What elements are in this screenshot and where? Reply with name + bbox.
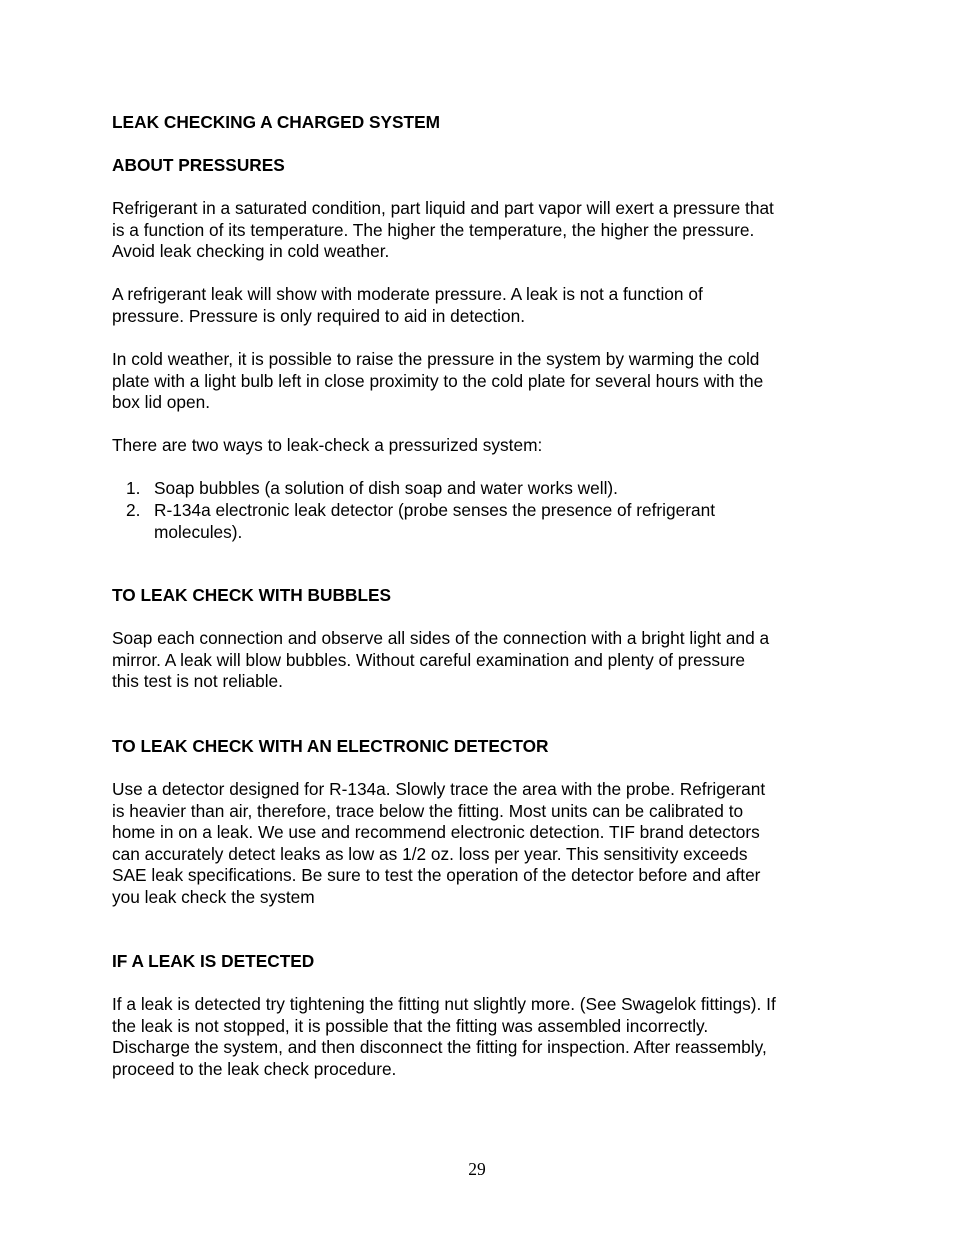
text-line: SAE leak specifications. Be sure to test the operation of the detector before and after xyxy=(112,865,761,886)
text-line: pressure. Pressure is only required to aid in detection. xyxy=(112,305,526,326)
text-line: can accurately detect leaks as low as 1/2 oz. loss per year. This sensitivity exceeds xyxy=(112,843,748,864)
paragraph-electronic-detector xyxy=(112,779,765,909)
text-line: plate with a light bulb left in close proximity to the cold plate for several hours with the xyxy=(112,370,764,391)
text-line: Discharge the system, and then disconnect the fitting for inspection. After reassembly, xyxy=(112,1037,767,1058)
text-line: Refrigerant in a saturated condition, part liquid and part vapor will exert a pressure that xyxy=(112,198,774,218)
page-number: 29 xyxy=(468,1159,486,1179)
text-line: home in on a leak. We use and recommend electronic detection. TIF brand detectors xyxy=(112,822,760,843)
paragraph-cold-weather xyxy=(112,349,763,414)
paragraph-bubbles xyxy=(112,628,769,693)
text-line: the leak is not stopped, it is possible that the fitting was assembled incorrectly. xyxy=(112,1015,709,1036)
list-item-text: molecules). xyxy=(154,522,243,542)
text-line: you leak check the system xyxy=(112,886,315,907)
text-line: is heavier than air, therefore, trace below the fitting. Most units can be calibrated to xyxy=(112,800,744,821)
section-heading-electronic-detector: TO LEAK CHECK WITH AN ELECTRONIC DETECTOR xyxy=(112,736,549,756)
text-line: Use a detector designed for R-134a. Slowly trace the area with the probe. Refrigerant xyxy=(112,779,766,799)
paragraph-saturated-refrigerant xyxy=(112,198,774,263)
paragraph-moderate-pressure xyxy=(112,284,703,327)
section-heading-bubbles: TO LEAK CHECK WITH BUBBLES xyxy=(112,585,392,605)
list-item-text: Soap bubbles (a solution of dish soap and water works well). xyxy=(154,478,618,498)
text-line: mirror. A leak will blow bubbles. Without careful examination and plenty of pressure xyxy=(112,649,746,670)
text-line: Soap each connection and observe all sides of the connection with a bright light and a xyxy=(112,628,770,648)
text-line: is a function of its temperature. The higher the temperature, the higher the pressure. xyxy=(112,219,755,240)
section-heading-leak-detected: IF A LEAK IS DETECTED xyxy=(112,951,315,971)
text-line: box lid open. xyxy=(112,392,211,413)
list-item-number: 1. xyxy=(126,478,141,498)
text-line: A refrigerant leak will show with moderate pressure. A leak is not a function of xyxy=(112,284,703,304)
paragraph-two-ways: There are two ways to leak-check a pressurized system: xyxy=(112,435,543,455)
section-heading-leak-checking: LEAK CHECKING A CHARGED SYSTEM xyxy=(112,112,441,132)
text-line: If a leak is detected try tightening the fitting nut slightly more. (See Swagelok fittings). If xyxy=(112,994,776,1014)
text-line: this test is not reliable. xyxy=(112,671,283,692)
section-heading-about-pressures: ABOUT PRESSURES xyxy=(112,155,285,175)
list-item-number: 2. xyxy=(126,500,141,520)
paragraph-leak-detected xyxy=(112,994,776,1080)
text-line: In cold weather, it is possible to raise the pressure in the system by warming the cold xyxy=(112,349,760,369)
text-line: Avoid leak checking in cold weather. xyxy=(112,241,390,262)
list-item-text: R-134a electronic leak detector (probe senses the presence of refrigerant xyxy=(154,500,715,520)
text-line: proceed to the leak check procedure. xyxy=(112,1058,397,1079)
